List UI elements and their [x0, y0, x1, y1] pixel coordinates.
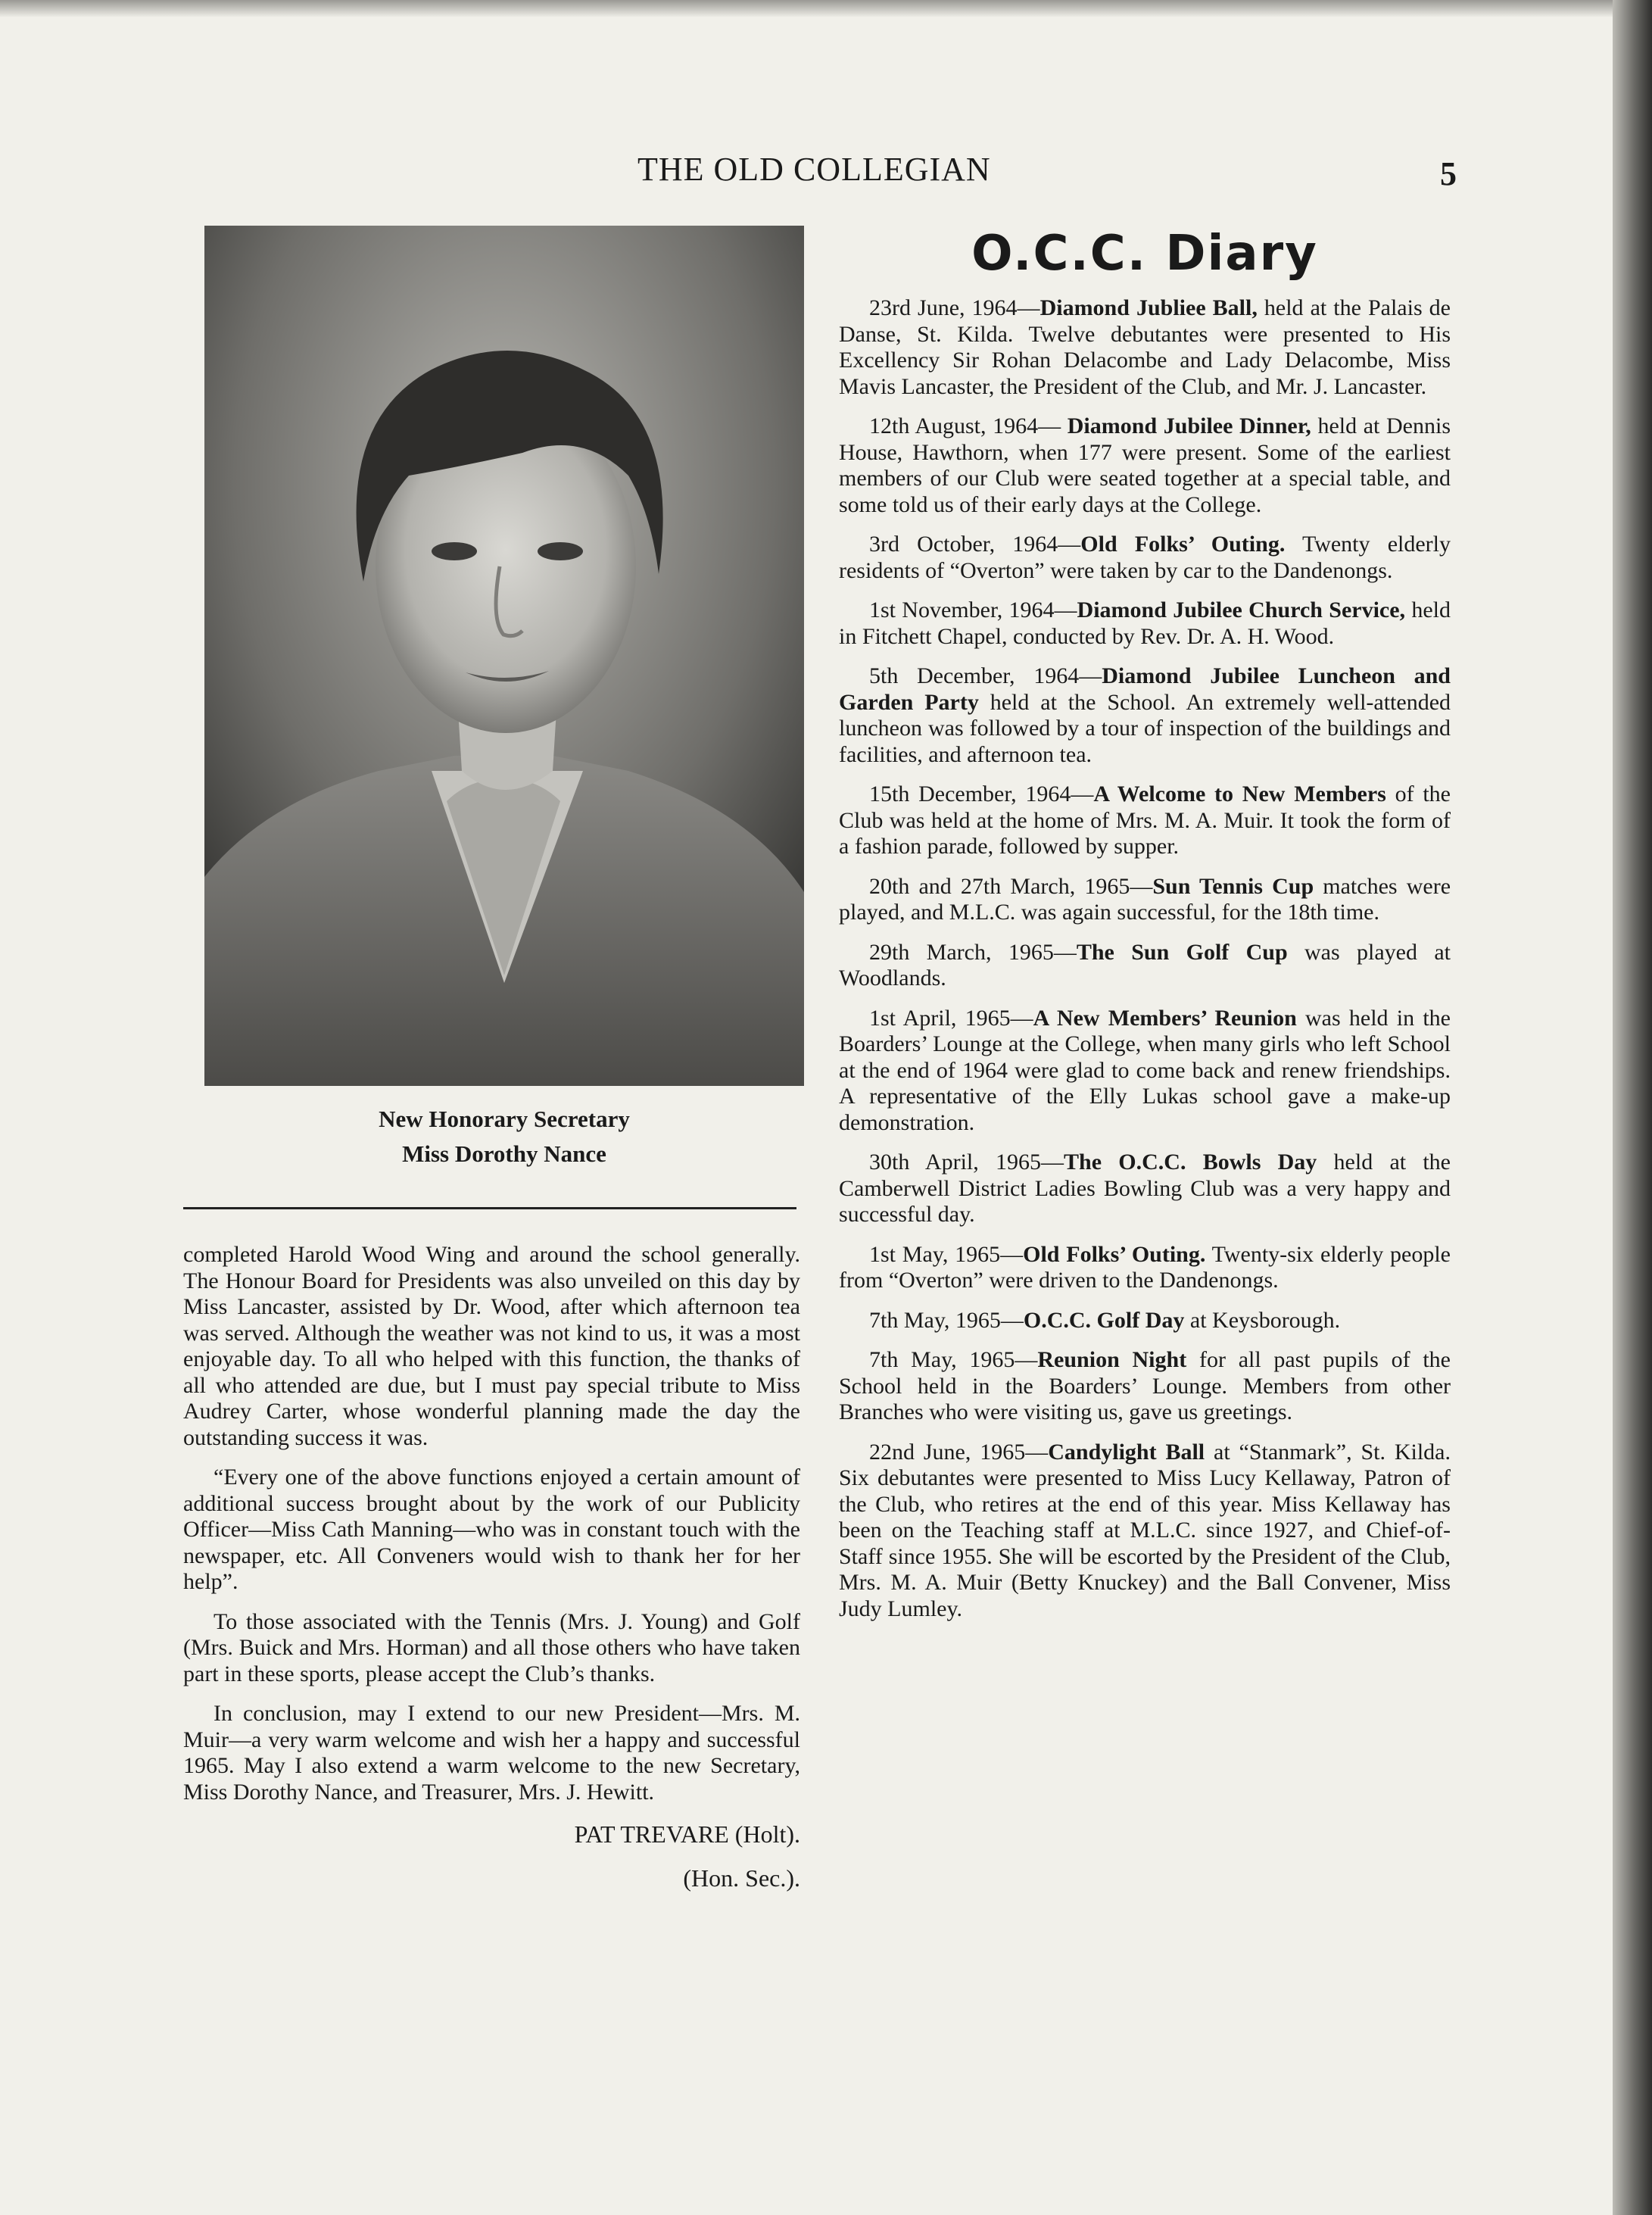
entry-date: 30th April, 1965—: [869, 1150, 1064, 1175]
divider-rule: [183, 1207, 796, 1209]
diary-entry: [839, 781, 1451, 860]
entry-date: 1st November, 1964—: [869, 597, 1077, 622]
entry-text: for all past pupils of the School held in the Boarders’ Lounge. Members from other Branches who were visiting us, gave us greetings.: [839, 1347, 1451, 1424]
portrait-photo: [204, 226, 804, 1086]
diary-entry: [839, 295, 1451, 400]
running-header: THE OLD COLLEGIAN: [637, 151, 991, 188]
diary-entry: [839, 1150, 1451, 1228]
signature-name: PAT TREVARE (Holt).: [574, 1820, 800, 1848]
entry-date: 12th August, 1964—: [869, 413, 1068, 438]
entry-date: 5th December, 1964—: [869, 663, 1102, 688]
entry-event: Diamond Jubilee Luncheon and Garden Party: [839, 663, 1451, 715]
entry-date: 1st May, 1965—: [869, 1241, 1024, 1267]
entry-event: Old Folks’ Outing.: [1080, 532, 1286, 557]
paragraph: In conclusion, may I extend to our new President—Mrs. M. Muir—a very warm welcome and wish her a happy and successful 1965. May I also extend a warm welcome to the new Secretary, Miss Dorothy Nance, and Treasurer, Mrs. J. Hewitt.: [183, 1701, 800, 1805]
page-top-edge: [0, 0, 1652, 17]
entry-date: 1st April, 1965—: [869, 1005, 1033, 1031]
entry-text: was held in the Boarders’ Lounge at the College, when many girls who left School at the end of 1964 were glad to come back and renew friendships. A representative of the Elly Lukas school gave a make-up demonstration.: [839, 1005, 1451, 1135]
entry-event: Sun Tennis Cup: [1152, 873, 1314, 899]
diary-entry: [839, 874, 1451, 926]
entry-text: at “Stanmark”, St. Kilda. Six debutantes were presented to Miss Lucy Kellaway, Patron of the Club, who retires at the end of this year. Miss Kellaway has been on the Teaching staff at M.L.C. since 1927, and Chief-of-Staff since 1955. She will be escorted by the President of the Club, Mrs. M. A. Muir (Betty Knuckey) and the Ball Convener, Miss Judy Lumley.: [839, 1439, 1451, 1621]
page-number: 5: [1440, 155, 1457, 192]
entry-event: A Welcome to New Members: [1093, 781, 1386, 806]
diary-title: O.C.C. Diary: [971, 226, 1318, 282]
signature-title: (Hon. Sec.).: [683, 1864, 800, 1892]
diary-entry: [839, 532, 1451, 584]
entry-event: Reunion Night: [1037, 1347, 1187, 1372]
entry-text: held at Dennis House, Hawthorn, when 177 were present. Some of the earliest members of our Club were seated together at a special table, and some told us of their early days at the College.: [839, 413, 1451, 517]
entry-text: Twenty elderly residents of “Overton” were taken by car to the Dandenongs.: [839, 532, 1451, 583]
left-column-text: [183, 1242, 800, 1907]
entry-date: 20th and 27th March, 1965—: [869, 873, 1153, 899]
entry-event: A New Members’ Reunion: [1033, 1005, 1297, 1031]
diary-entry: [839, 1006, 1451, 1137]
diary-entry: [839, 1440, 1451, 1623]
entry-date: 29th March, 1965—: [869, 939, 1077, 965]
entry-date: 22nd June, 1965—: [869, 1439, 1049, 1465]
photo-caption: [204, 1102, 804, 1171]
diary-entry: [839, 1308, 1451, 1334]
entry-date: 7th May, 1965—: [869, 1307, 1024, 1333]
entry-event: Old Folks’ Outing.: [1023, 1241, 1206, 1267]
paragraph: “Every one of the above functions enjoyed a certain amount of additional success brought about by the work of our Publicity Officer—Miss Cath Manning—who was in constant touch with the newspaper, etc. All Conveners would wish to thank her for her help”.: [183, 1465, 800, 1594]
entry-text: of the Club was held at the home of Mrs. M. A. Muir. It took the form of a fashion parade, followed by supper.: [839, 781, 1451, 859]
entry-text: matches were played, and M.L.C. was again successful, for the 18th time.: [839, 873, 1451, 925]
entry-event: The Sun Golf Cup: [1076, 939, 1288, 965]
entry-text: was played at Woodlands.: [839, 939, 1451, 991]
entry-text: held in Fitchett Chapel, conducted by Rev. Dr. A. H. Wood.: [839, 597, 1451, 649]
diary-entry: [839, 1242, 1451, 1294]
paragraph: To those associated with the Tennis (Mrs. J. Young) and Golf (Mrs. Buick and Mrs. Horman) and all those others who have taken part in these sports, please accept the Club’s thanks.: [183, 1608, 800, 1686]
diary-entry: [839, 597, 1451, 650]
entry-event: The O.C.C. Bowls Day: [1064, 1150, 1317, 1175]
entry-event: Candylight Ball: [1048, 1439, 1205, 1465]
entry-date: 23rd June, 1964—: [869, 295, 1040, 320]
caption-line-1: New Honorary Secretary: [379, 1106, 630, 1132]
entry-text: held at the Palais de Danse, St. Kilda. Twelve debutantes were presented to His Excellency Sir Rohan Delacombe and Lady Delacombe, Miss Mavis Lancaster, the President of the Club, and Mr. J. Lancaster.: [839, 295, 1451, 399]
entry-event: Diamond Jubilee Dinner,: [1067, 413, 1311, 438]
diary-entry: [839, 1347, 1451, 1426]
entry-date: 7th May, 1965—: [869, 1347, 1038, 1372]
diary-entry: [839, 413, 1451, 518]
entry-text: held at the School. An extremely well-attended luncheon was followed by a tour of inspection of the buildings and facilities, and afternoon tea.: [839, 689, 1451, 767]
entry-text: Twenty-six elderly people from “Overton” were driven to the Dandenongs.: [839, 1241, 1451, 1293]
book-spine-shadow: [1613, 0, 1652, 2215]
entry-date: 15th December, 1964—: [869, 781, 1094, 806]
entry-date: 3rd October, 1964—: [869, 532, 1081, 557]
paragraph: completed Harold Wood Wing and around the school generally. The Honour Board for Presidents was also unveiled on this day by Miss Lancaster, assisted by Dr. Wood, after which afternoon tea was served. Although the weather was not kind to us, it was a most enjoyable day. To all who helped with this function, the thanks of all who attended are due, but I must pay special tribute to Miss Audrey Carter, whose wonderful planning made the day the outstanding success it was.: [183, 1242, 800, 1450]
diary-entries: [839, 295, 1451, 1636]
caption-line-2: Miss Dorothy Nance: [402, 1140, 606, 1167]
entry-text: held at the Camberwell District Ladies Bowling Club was a very happy and successful day.: [839, 1150, 1451, 1227]
entry-event: O.C.C. Golf Day: [1023, 1307, 1185, 1333]
entry-event: Diamond Jubliee Ball,: [1040, 295, 1258, 320]
entry-event: Diamond Jubilee Church Service,: [1077, 597, 1406, 622]
entry-text: at Keysborough.: [1184, 1307, 1341, 1333]
diary-entry: [839, 940, 1451, 992]
diary-entry: [839, 663, 1451, 768]
